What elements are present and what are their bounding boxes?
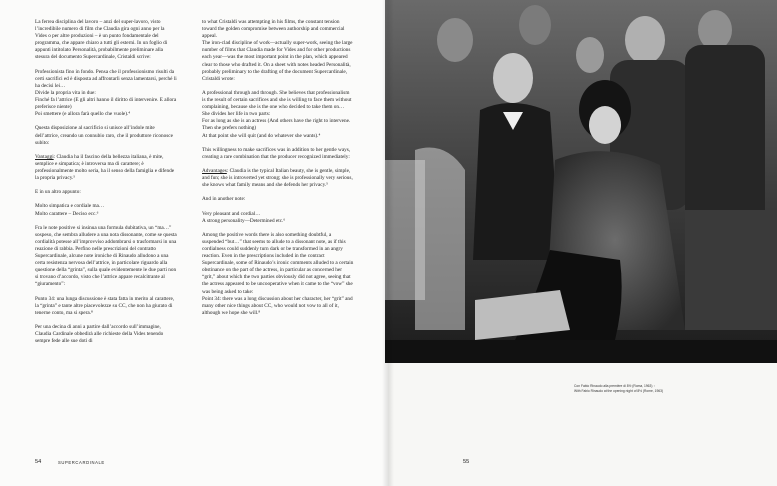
paragraph-vantaggi: Vantaggi: Claudia ha il fascino della bellezza italiana, è mite, semplice e simpatica; è introversa ma di carattere; è professionalmente molto seria, ha il senso della famiglia e difende la propria privacy.⁵ xyxy=(35,153,175,182)
underlined-term: Advantages xyxy=(202,167,227,174)
italian-column xyxy=(35,19,177,352)
paragraph: Per una decina di anni a partire dall’accordo sull’immagine, Claudia Cardinale obbedirà alle richieste della Vides tenendo sempre fede alle sue doti di xyxy=(35,324,164,345)
paragraph: This willingness to make sacrifices was in addition to her gentle ways, creating a rare combination that the producer recognized immediately: xyxy=(202,146,351,160)
paragraph: And in another note: xyxy=(202,196,246,203)
paragraph: A professional through and through. She believes that professionalism is the result of certain sacrifices and she is willing to face them without complaining, because she is the one who decided to take them on… She divides her life in two parts: For as long as she is an actress (And others have the right to intervene. Then she prefers nothing) At that point she will quit (and do whatever she wants).⁴ xyxy=(202,89,352,139)
photograph xyxy=(385,0,777,363)
photo-icon xyxy=(385,0,777,363)
paragraph-advantages: Advantages: Claudia is the typical Italian beauty, she is gentle, simple, and fun; she is introverted yet strong; she is professionally very serious, she knows what family means and she defends her privacy.⁵ xyxy=(202,167,353,189)
book-gutter xyxy=(382,0,394,486)
paragraph: Very pleasant and cordial… A strong personality—Determined etc.⁶ xyxy=(202,210,286,224)
paragraph: Fra le note positive si insinua una formula dubitativa, un “ma…” sospeso, che sembra alludere a una nota dissonante, come se questa cordialità potesse all’improvviso addombrarsi o trasformarsi in una reazione di rabbia. Perfino nelle prescrizioni del contratto Supercardinale, alcune note ironiche di Rinaudo alludono a una certa resistenza nervosa dell’attrice, in particolare riguardo alla questione della “grinta”, sulla quale evidentemente le due parti non si trovano d’accordo, visto che l’attrice appare recalcitrante al “giuramento”: xyxy=(35,224,177,288)
paragraph: Among the positive words there is also something doubtful, a suspended “but…” that seems to allude to a dissonant note, as if this cordialness could suddenly turn dark or be transformed in an angry reaction. Even in the prescriptions included in the contract Supercardinale, some of Rinaudo’s ironic comments alluded to a certain obstinance on the part of the actress, in particular as concerned her “grit,” about which the two parties obviously did not agree, seeing that the actress appeared to be uncooperative when it came to the “vow” she was being asked to take: Point 34: there was a long discussion about her character, her “grit” and many other nice things about CC, who would not vow to all of it, although we hope she will.⁸ xyxy=(202,231,354,316)
photo-caption: Con Fabio Rinaudo alla première di 8½ (Roma, 1963) ↑ With Fabio Rinaudo at the opening night of 8½ (Rome, 1963) xyxy=(574,384,664,394)
paragraph: to what Cristaldi was attempting in his films, the constant tension toward the golden compromise between authorship and commercial appeal. The iron-clad discipline of work—actually super-work, seeing the large number of films that Claudia made for Vides and for other productions each year—was the most important point in the plan, which appeared clear to those who drafted it. On a sheet with notes headed Personalità, probably preliminary to the drafting of the document Supercardinale, Cristaldi wrote: xyxy=(202,19,353,82)
underlined-term: Vantaggi xyxy=(35,153,54,160)
paragraph: Questa disposizione al sacrificio si unisce all’indole mite dell’attrice, creando un connubio raro, che il produttore riconosce subito: xyxy=(35,125,173,146)
english-column xyxy=(202,19,354,324)
paragraph: Professionista fino in fondo. Pensa che il professionismo risulti da certi sacrifici ed è disposta ad affrontarli senza lamentarsi, perché li ha decisi lei… Divide la propria vita in due: Finché fa l’attrice (E gli altri hanno il diritto di intervenire. E allora preferisce niente) Poi smettere (e allora farà quello che vuole).⁴ xyxy=(35,68,177,118)
paragraph: Punto 34: una lunga discussione è stata fatta in merito al carattere, la “grinta” e tante altre piacevolezze su CC, che non ha giurato di tenerne conto, ma si spera.⁸ xyxy=(35,295,175,316)
paragraph: La ferrea disciplina del lavoro – anzi del super-lavoro, visto l’incredibile numero di film che Claudia gira ogni anno per la Vides o per altre produzioni – è un punto fondamentale del programma, che appare chiaro a tutti gli esterni. In un foglio di appunti intitolato Personalità, probabilmente preliminare alla stesura del documento Supercardinale, Cristaldi scrive: xyxy=(35,19,168,61)
page-number-right: 55 xyxy=(463,459,470,465)
paragraph: E in un altro appunto: xyxy=(35,189,81,196)
left-page xyxy=(0,0,388,486)
paragraph: Molto simpatica e cordiale ma… Molto carattere – Deciso ecc.⁶ xyxy=(35,203,105,217)
page-number-left: 54 xyxy=(35,459,42,465)
running-head: SUPERCARDINALE xyxy=(58,460,105,465)
